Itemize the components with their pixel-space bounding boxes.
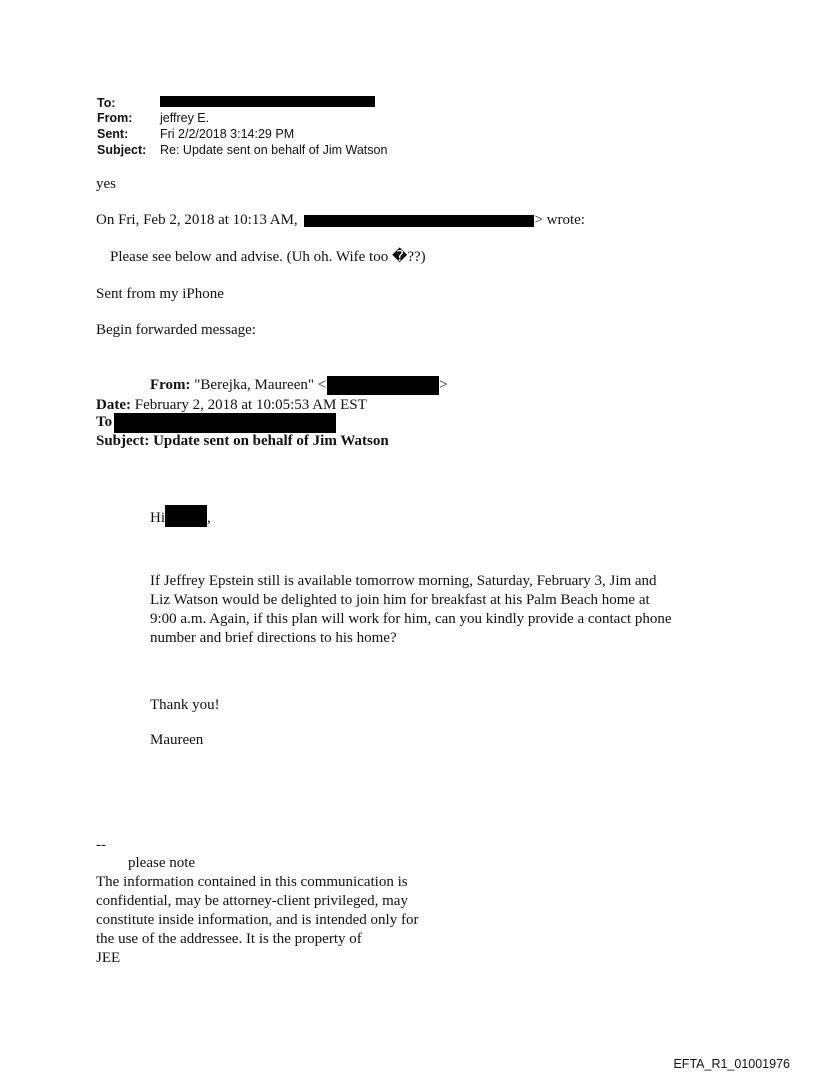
forwarded-date [96, 396, 367, 414]
please-note-text: please note [128, 855, 196, 871]
forwarded-from-label: From: [150, 377, 191, 393]
greeting-start: Hi [150, 510, 165, 526]
redaction-recipient-name [165, 505, 207, 527]
from-value: jeffrey E. [160, 111, 210, 125]
subject-value: Re: Update sent on behalf of Jim Watson [160, 143, 388, 157]
forwarded-from [150, 376, 448, 395]
forwarded-date-label: Date: [96, 397, 131, 413]
sent-from-text: Sent from my iPhone [96, 286, 224, 302]
greeting-end: , [207, 510, 211, 526]
notice-line: confidential, may be attorney-client privileged, may [96, 893, 408, 909]
thanks-text: Thank you! [150, 697, 220, 713]
sent-value: Fri 2/2/2018 3:14:29 PM [160, 127, 295, 141]
redaction-to-address [160, 96, 375, 107]
forwarded-subject-value: Update sent on behalf of Jim Watson [153, 433, 389, 449]
email-header [97, 96, 497, 160]
notice-line: The information contained in this communication is [96, 874, 408, 890]
notice-line: the use of the addressee. It is the property of [96, 931, 362, 947]
forwarded-to-label: To [96, 414, 113, 430]
forwarded-from-value: "Berejka, Maureen" < [194, 377, 327, 393]
greeting [150, 505, 211, 527]
signature-separator: -- [96, 837, 106, 853]
message-paragraph: If Jeffrey Epstein still is available tomorrow morning, Saturday, February 3, Jim and Liz Watson would be delighted to join him for breakfast at his Palm Beach home at 9:00 a.m. Again, if this plan will work for him, can you kindly provide a contact phone number and brief directions to his home? [150, 573, 672, 646]
notice-line: JEE [96, 950, 121, 966]
advise-text: Please see below and advise. (Uh oh. Wife too �??) [110, 249, 426, 265]
subject-label: Subject: [97, 143, 147, 157]
quote-intro-start: On Fri, Feb 2, 2018 at 10:13 AM, [96, 212, 298, 228]
forwarded-from-value-end: > [439, 377, 448, 393]
redaction-sender-address [304, 215, 534, 227]
redaction-forwarded-from [327, 376, 439, 395]
quote-intro-end: > wrote: [534, 212, 585, 228]
begin-forwarded-text: Begin forwarded message: [96, 322, 256, 338]
forwarded-subject [96, 432, 389, 450]
notice-line: constitute inside information, and is intended only for [96, 912, 419, 928]
to-label: To: [97, 96, 116, 110]
reply-text: yes [96, 176, 116, 192]
quote-intro [96, 211, 585, 229]
from-label: From: [97, 111, 133, 125]
signature-text: Maureen [150, 732, 204, 748]
document-id: EFTA_R1_01001976 [673, 1057, 790, 1071]
redaction-forwarded-to [114, 413, 336, 433]
forwarded-date-value: February 2, 2018 at 10:05:53 AM EST [134, 397, 367, 413]
forwarded-subject-label: Subject: [96, 433, 150, 449]
sent-label: Sent: [97, 127, 129, 141]
